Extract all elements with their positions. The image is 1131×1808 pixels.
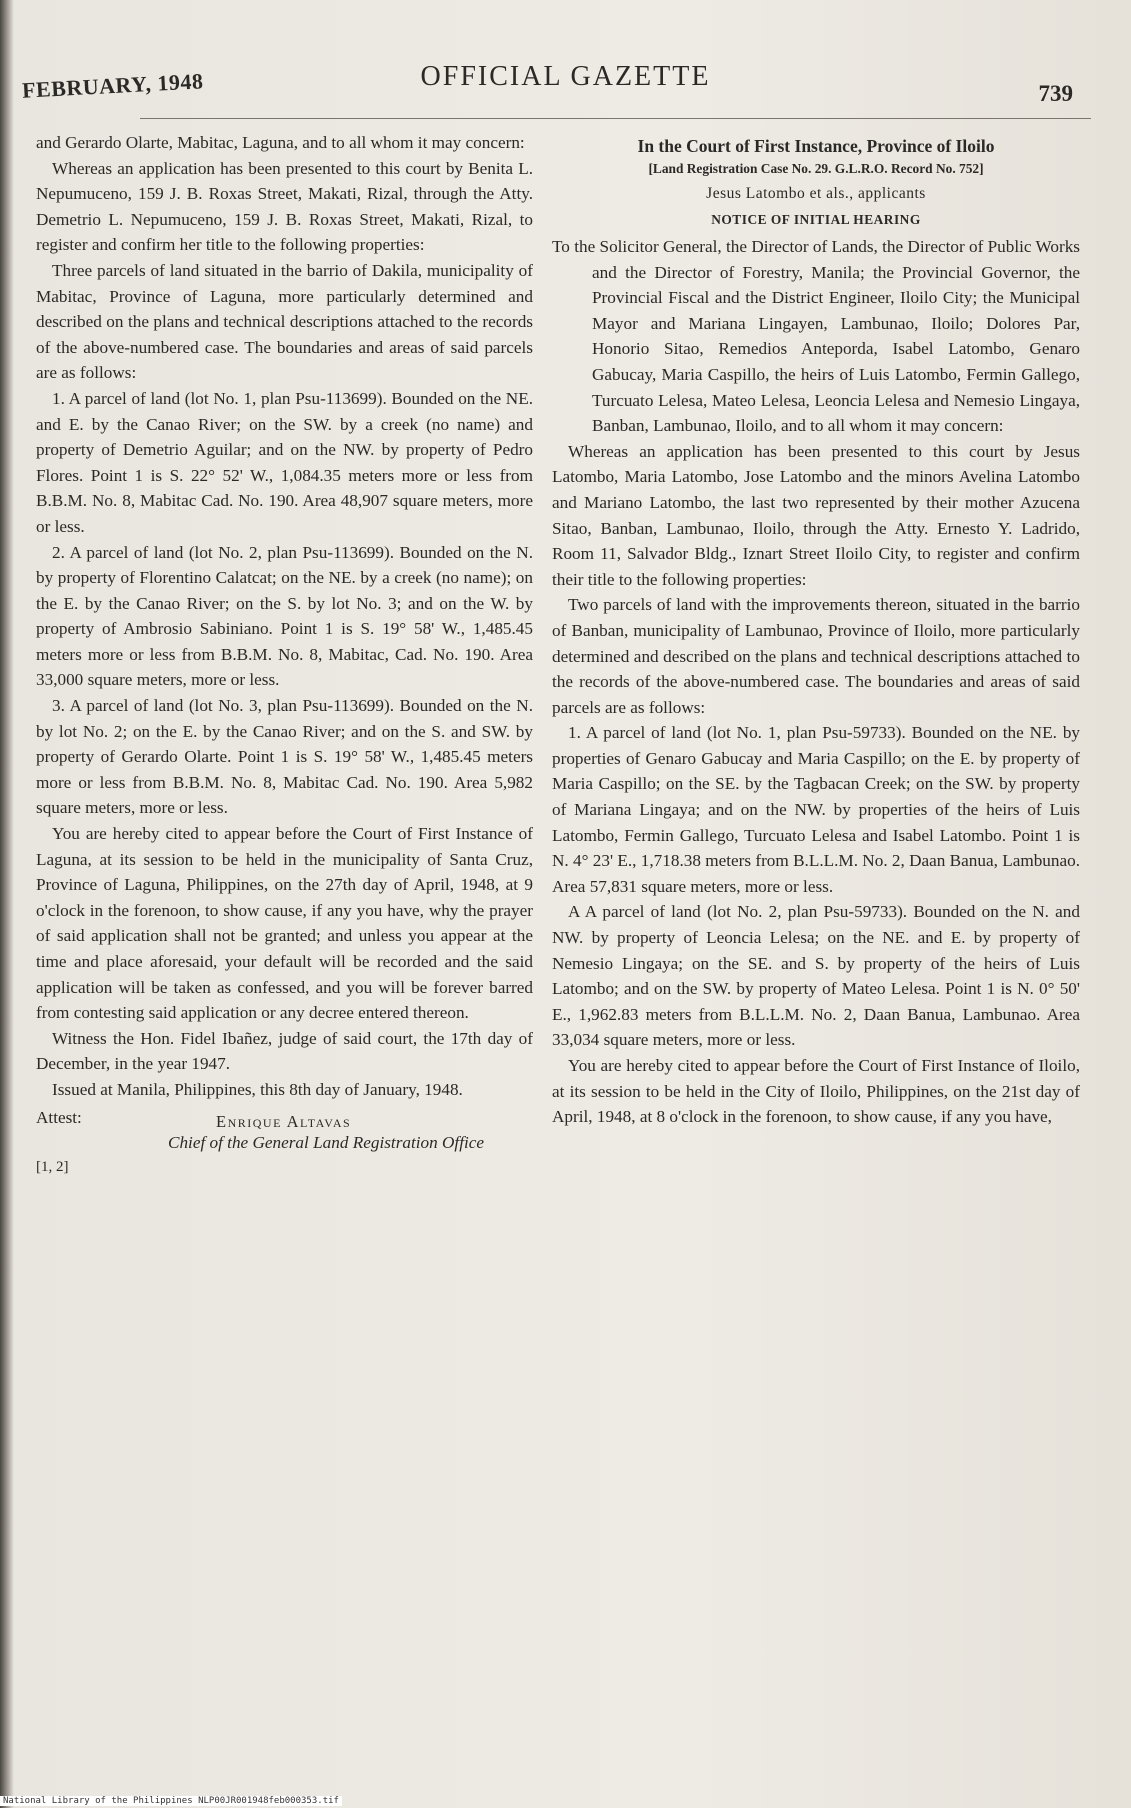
serial-number: [1, 2]	[36, 1158, 69, 1175]
paragraph: Issued at Manila, Philippines, this 8th day of January, 1948.	[52, 1079, 463, 1099]
page-header	[0, 55, 1131, 115]
paragraph: Whereas an application has been presented to this court by Jesus Latombo, Maria Latombo, Jose Latombo and the minors Avelina Latombo and Mariano Latombo, the last two represented by their mother Azucena Sitao, Banban, Lambunao, Iloilo, through the Atty. Ernesto Y. Ladrido, Room 11, Salvador Bldg., Iznart Street Iloilo City, to register and confirm their title to the following properties:	[552, 441, 1080, 589]
paragraph: 3. A parcel of land (lot No. 3, plan Psu-113699). Bounded on the N. by lot No. 2; on the E. by the Canao River; and on the S. and SW. by property of Gerardo Olarte. Point 1 is S. 19° 58' W., 1,485.45 meters more or less from B.B.M. No. 8, Mabitac Cad. No. 190. Area 5,982 square meters, more or less.	[36, 696, 533, 818]
applicants-line: Jesus Latombo et als., applicants	[706, 185, 926, 202]
attest-label: Attest:	[36, 1107, 82, 1127]
right-column	[552, 130, 1080, 1130]
court-heading: In the Court of First Instance, Province of Iloilo	[637, 136, 995, 156]
paragraph: Witness the Hon. Fidel Ibañez, judge of said court, the 17th day of December, in the year 1947.	[36, 1028, 533, 1074]
paragraph: 2. A parcel of land (lot No. 2, plan Psu-113699). Bounded on the N. by property of Florentino Calatcat; on the NE. by a creek (no name); on the E. by the Canao River; on the S. by lot No. 3; and on the W. by property of Ambrosio Sabiniano. Point 1 is S. 19° 58' W., 1,485.45 meters more or less from B.B.M. No. 8, Mabitac, Cad. No. 190. Area 33,000 square meters, more or less.	[36, 542, 533, 690]
paragraph: You are hereby cited to appear before the Court of First Instance of Laguna, at its session to be held in the municipality of Santa Cruz, Province of Laguna, Philippines, on the 27th day of April, 1948, at 9 o'clock in the forenoon, to show cause, if any you have, why the prayer of said application shall not be granted; and unless you appear at the time and place aforesaid, your default will be recorded and the said application will be taken as confessed, and you will be forever barred from contesting said application or any decree entered thereon.	[36, 824, 533, 1023]
notice-title: NOTICE OF INITIAL HEARING	[711, 212, 921, 227]
paragraph: 1. A parcel of land (lot No. 1, plan Psu-59733). Bounded on the NE. by properties of Genaro Gabucay and Maria Caspillo; on the E. by property of Maria Caspillo; on the SE. by the Tagbacan Creek; on the SW. by property of Mariana Lingaya; and on the NW. by properties of the heirs of Luis Latombo, Fermin Gallego, Turcuato Lelesa and Isabel Latombo. Point 1 is N. 4° 23' E., 1,718.38 meters from B.L.L.M. No. 2, Daan Banua, Lambunao. Area 57,831 square meters, more or less.	[552, 723, 1080, 896]
paragraph: Three parcels of land situated in the barrio of Dakila, municipality of Mabitac, Province of Laguna, more particularly determined and described on the plans and technical descriptions attached to the records of the above-numbered case. The boundaries and areas of said parcels are as follows:	[36, 260, 533, 383]
paragraph: You are hereby cited to appear before the Court of First Instance of Iloilo, at its session to be held in the City of Iloilo, Philippines, on the 21st day of April, 1948, at 8 o'clock in the forenoon, to show cause, if any you have,	[552, 1056, 1080, 1127]
left-column	[36, 130, 533, 1183]
scan-footer: National Library of the Philippines NLP00JR001948feb000353.tif	[0, 1796, 342, 1806]
address-paragraph: To the Solicitor General, the Director of Lands, the Director of Public Works and the Director of Forestry, Manila; the Provincial Governor, the Provincial Fiscal and the District Engineer, Iloilo City; the Municipal Mayor and Mariana Lingayen, Lambunao, Iloilo; Dolores Par, Honorio Sitao, Remedios Anteporda, Isabel Latombo, Genaro Gabucay, Maria Caspillo, the heirs of Luis Latombo, Fermin Gallego, Turcuato Lelesa, Mateo Lelesa, Leoncia Lelesa and Nemesio Lingaya, Banban, Lambunao, Iloilo, and to all whom it may concern:	[552, 237, 1080, 436]
paragraph: 1. A parcel of land (lot No. 1, plan Psu-113699). Bounded on the NE. and E. by the Canao River; on the SW. by a creek (no name) and property of Demetrio Aguilar; and on the NW. by property of Pedro Flores. Point 1 is S. 22° 52' W., 1,084.35 meters more or less from B.B.M. No. 8, Mabitac Cad. No. 190. Area 48,907 square meters, more or less.	[36, 388, 533, 536]
paragraph: and Gerardo Olarte, Mabitac, Laguna, and to all whom it may concern:	[36, 133, 525, 152]
page-number: 739	[1038, 81, 1073, 106]
header-rule	[140, 118, 1091, 119]
paragraph: Two parcels of land with the improvements thereon, situated in the barrio of Banban, municipality of Lambunao, Province of Iloilo, more particularly determined and described on the plans and technical descriptions attached to the records of the above-numbered case. The boundaries and areas of said parcels are as follows:	[552, 595, 1080, 717]
case-line: [Land Registration Case No. 29. G.L.R.O. Record No. 752]	[648, 161, 984, 176]
paragraph: Whereas an application has been presented to this court by Benita L. Nepumuceno, 159 J. B. Roxas Street, Makati, Rizal, through the Atty. Demetrio L. Nepumuceno, 159 J. B. Roxas Street, Makati, Rizal, to register and confirm her title to the following properties:	[36, 158, 533, 255]
publication-title: OFFICIAL GAZETTE	[420, 61, 711, 92]
signer-name: Enrique Altavas	[216, 1111, 352, 1131]
issue-date: FEBRUARY, 1948	[21, 68, 204, 103]
signature-block	[36, 1105, 533, 1183]
signer-title: Chief of the General Land Registration Office	[167, 1132, 485, 1152]
paragraph: A A parcel of land (lot No. 2, plan Psu-59733). Bounded on the N. and NW. by property of Leoncia Lelesa; on the NE. and E. by property of Nemesio Lingaya; on the SE. and S. by property of the heirs of Luis Latombo; and on the SW. by property of Mateo Lelesa. Point 1 is N. 0° 50' E., 1,962.83 meters from B.L.L.M. No. 2, Daan Banua, Lambunao. Area 33,034 square meters, more or less.	[552, 902, 1080, 1050]
